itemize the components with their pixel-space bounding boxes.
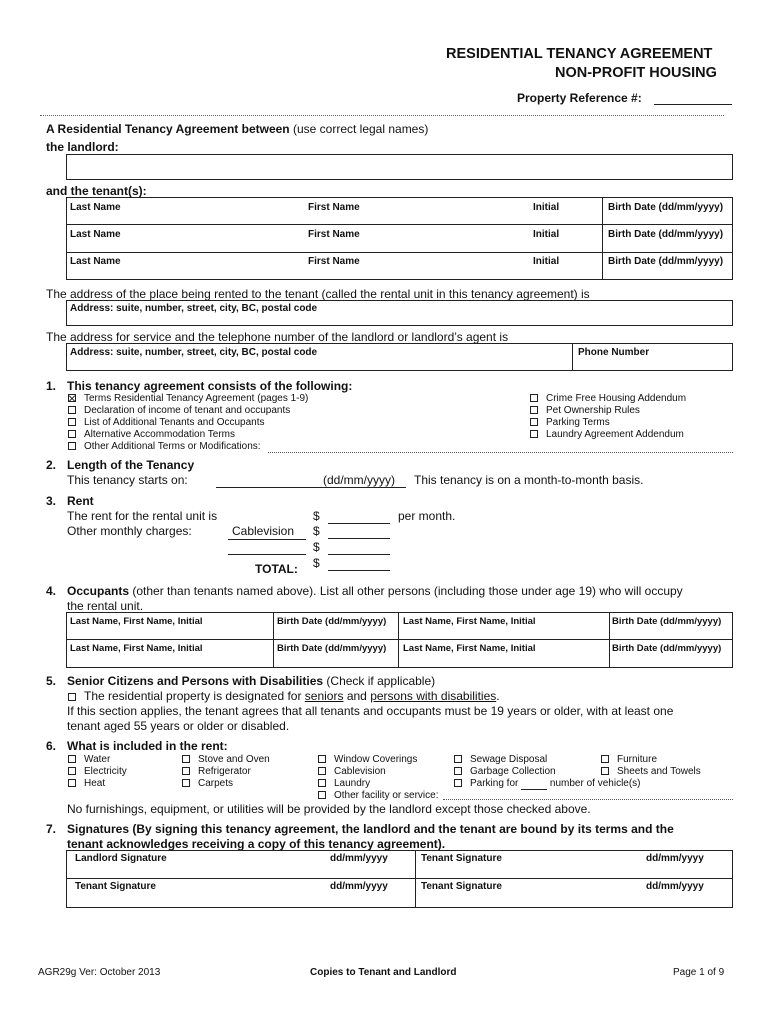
landlord-label: the landlord: (46, 140, 119, 154)
section-6-title: What is included in the rent: (67, 739, 228, 753)
checkbox-icon[interactable] (530, 418, 538, 426)
included-item[interactable]: Parking for number of vehicle(s) (454, 778, 641, 790)
section-1-title: This tenancy agreement consists of the following: (67, 379, 353, 393)
section-4-heading-cont: the rental unit. (67, 599, 144, 613)
service-address-table (66, 343, 733, 371)
included-item[interactable]: Electricity (68, 766, 127, 778)
section-7-title-line-1: Signatures (By signing this tenancy agreement, the landlord and the tenant are bound by its terms and the (67, 822, 674, 836)
section-5-number: 5. (46, 674, 57, 688)
checkbox-icon[interactable] (601, 767, 609, 775)
section-4-heading: Occupants (other than tenants named above). List all other persons (including those under age 19) who will occupy (67, 584, 683, 598)
landlord-name-field[interactable] (66, 154, 733, 180)
included-item[interactable]: Sewage Disposal (454, 754, 641, 766)
tenant-col-divider (602, 198, 603, 279)
addendum-item[interactable]: Pet Ownership Rules (530, 405, 686, 417)
footer-version: AGR29g Ver: October 2013 (38, 967, 161, 978)
rental-address-label: Address: suite, number, street, city, BC, postal code (70, 303, 318, 314)
included-items-col-5 (601, 754, 701, 778)
occupants-table: Last Name, First Name, Initial Birth Date (dd/mm/yyyy) Last Name, First Name, Initial Birth Date (dd/mm/yyyy) Last Name, First Name, Initial Birth Date (dd/mm/yyyy) Last Name, First Name, Initial Birth Date (dd/mm/yyyy) (66, 612, 733, 668)
cablevision-charge-label: Cablevision (232, 524, 295, 538)
included-item[interactable]: Water (68, 754, 127, 766)
checkbox-icon[interactable] (68, 406, 76, 414)
agreement-part-item[interactable]: Other Additional Terms or Modifications: (68, 441, 308, 453)
per-month-text: per month. (398, 509, 456, 523)
tenant-row-divider (67, 252, 732, 253)
included-item[interactable]: Cablevision (318, 766, 438, 778)
rent-amount-field[interactable] (328, 523, 390, 524)
section-6-number: 6. (46, 739, 57, 753)
other-charges-label: Other monthly charges: (67, 524, 192, 538)
checkbox-icon[interactable] (182, 767, 190, 775)
footer-copies-note: Copies to Tenant and Landlord (310, 967, 457, 978)
checkbox-icon[interactable] (182, 779, 190, 787)
checkbox-icon[interactable] (318, 767, 326, 775)
agreement-intro: A Residential Tenancy Agreement between (use correct legal names) (46, 122, 429, 136)
checkbox-icon[interactable] (68, 442, 76, 450)
checkbox-icon[interactable] (68, 767, 76, 775)
service-address-label: Address: suite, number, street, city, BC, postal code (70, 347, 318, 358)
checkbox-icon[interactable] (530, 430, 538, 438)
tenancy-start-format: (dd/mm/yyyy) (323, 473, 395, 487)
included-item[interactable]: Window Coverings (318, 754, 438, 766)
checkbox-icon[interactable] (530, 406, 538, 414)
checkbox-icon[interactable] (68, 418, 76, 426)
tenancy-start-label: This tenancy starts on: (67, 473, 188, 487)
checkbox-icon[interactable] (68, 430, 76, 438)
section-2-title: Length of the Tenancy (67, 458, 195, 472)
checkbox-icon[interactable] (68, 693, 76, 701)
section-5-heading: Senior Citizens and Persons with Disabilities (Check if applicable) (67, 674, 436, 688)
senior-designation-option[interactable]: The residential property is designated for seniors and persons with disabilities. (68, 689, 500, 703)
header-divider (40, 115, 724, 116)
agreement-part-item[interactable]: Declaration of income of tenant and occupants (68, 405, 308, 417)
section-4-number: 4. (46, 584, 57, 598)
checkbox-icon[interactable] (454, 755, 462, 763)
signature-col-divider (415, 851, 416, 907)
included-item[interactable]: Stove and Oven (182, 754, 270, 766)
agreement-part-item[interactable]: List of Additional Tenants and Occupants (68, 417, 308, 429)
form-title: RESIDENTIAL TENANCY AGREEMENT (446, 46, 713, 62)
no-furnishings-text: No furnishings, equipment, or utilities will be provided by the landlord except those checked above. (67, 802, 591, 816)
included-item[interactable]: Furniture (601, 754, 701, 766)
other-charge-name-field[interactable] (228, 554, 306, 555)
checkbox-icon[interactable] (601, 755, 609, 763)
other-charge-amount-field[interactable] (328, 554, 390, 555)
section-2-number: 2. (46, 458, 57, 472)
included-item[interactable]: Carpets (182, 778, 270, 790)
phone-number-label: Phone Number (578, 347, 650, 358)
checkbox-icon[interactable] (68, 779, 76, 787)
occupant-row-divider (67, 639, 732, 640)
section-3-number: 3. (46, 494, 57, 508)
section-1-number: 1. (46, 379, 57, 393)
service-address-intro: The address for service and the telephone number of the landlord or landlord’s agent is (46, 330, 509, 344)
cablevision-underline (228, 539, 306, 540)
form-subtitle: NON-PROFIT HOUSING (555, 65, 717, 81)
cablevision-dollar-sign: $ (313, 524, 320, 538)
property-reference-field[interactable] (654, 104, 732, 105)
signatures-table: Landlord Signature dd/mm/yyyy Tenant Signature dd/mm/yyyy Tenant Signature dd/mm/yyyy Tenant Signature dd/mm/yyyy (66, 850, 733, 908)
agreement-part-item[interactable]: Alternative Accommodation Terms (68, 429, 308, 441)
total-amount-field[interactable] (328, 570, 390, 571)
tenancy-start-field[interactable] (216, 487, 406, 488)
included-item[interactable]: Laundry (318, 778, 438, 790)
property-reference-label: Property Reference #: (517, 91, 642, 105)
tenants-table: Last Name First Name Initial Birth Date (dd/mm/yyyy) Last Name First Name Initial Birth Date (dd/mm/yyyy) Last Name First Name Initial Birth Date (dd/mm/yyyy) (66, 197, 733, 280)
occupant-col-divider (398, 613, 399, 667)
occupant-col-divider (609, 613, 610, 667)
checkbox-icon[interactable] (454, 779, 462, 787)
other-facility-field[interactable] (443, 799, 733, 800)
addenda-list (530, 393, 686, 441)
section-3-title: Rent (67, 494, 94, 508)
addendum-item[interactable]: Laundry Agreement Addendum (530, 429, 686, 441)
included-item[interactable]: Garbage Collection (454, 766, 641, 778)
phone-col-divider (572, 344, 573, 370)
included-items-col-3 (318, 754, 438, 802)
included-items-col-1 (68, 754, 127, 790)
included-item[interactable]: Refrigerator (182, 766, 270, 778)
checkbox-checked-icon[interactable] (68, 394, 76, 402)
checkbox-icon[interactable] (182, 755, 190, 763)
total-label: TOTAL: (255, 562, 298, 576)
included-item[interactable]: Other facility or service: (318, 790, 438, 802)
other-charge-dollar-sign: $ (313, 540, 320, 554)
occupant-col-divider (273, 613, 274, 667)
addendum-item[interactable]: Crime Free Housing Addendum (530, 393, 686, 405)
checkbox-icon[interactable] (318, 779, 326, 787)
included-items-col-2 (182, 754, 270, 790)
tenant-row-divider (67, 224, 732, 225)
checkbox-icon[interactable] (68, 755, 76, 763)
included-item[interactable]: Sheets and Towels (601, 766, 701, 778)
checkbox-icon[interactable] (530, 394, 538, 402)
parking-count-field[interactable] (521, 778, 547, 790)
section-5-paragraph-line-2: tenant aged 55 years or older or disabled. (67, 719, 290, 733)
addendum-item[interactable]: Parking Terms (530, 417, 686, 429)
rental-address-field[interactable] (66, 300, 733, 326)
rent-label: The rent for the rental unit is (67, 509, 218, 523)
signature-row-divider (67, 878, 732, 879)
section-7-title-line-2: tenant acknowledges receiving a copy of this tenancy agreement). (67, 837, 446, 851)
included-item[interactable]: Heat (68, 778, 127, 790)
rent-dollar-sign: $ (313, 509, 320, 523)
agreement-parts-list (68, 393, 308, 453)
section-5-paragraph-line-1: If this section applies, the tenant agrees that all tenants and occupants must be 19 years or older, with at least one (67, 704, 674, 718)
other-terms-field[interactable] (268, 452, 733, 453)
footer-page-number: Page 1 of 9 (673, 967, 725, 978)
tenants-label: and the tenant(s): (46, 184, 147, 198)
section-7-number: 7. (46, 822, 57, 836)
tenancy-basis-text: This tenancy is on a month-to-month basis. (414, 473, 644, 487)
checkbox-icon[interactable] (318, 755, 326, 763)
agreement-part-item[interactable]: Terms Residential Tenancy Agreement (pages 1-9) (68, 393, 308, 405)
rental-address-intro: The address of the place being rented to the tenant (called the rental unit in this tenancy agreement) is (46, 287, 590, 301)
total-dollar-sign: $ (313, 556, 320, 570)
cablevision-amount-field[interactable] (328, 538, 390, 539)
checkbox-icon[interactable] (318, 791, 326, 799)
checkbox-icon[interactable] (454, 767, 462, 775)
